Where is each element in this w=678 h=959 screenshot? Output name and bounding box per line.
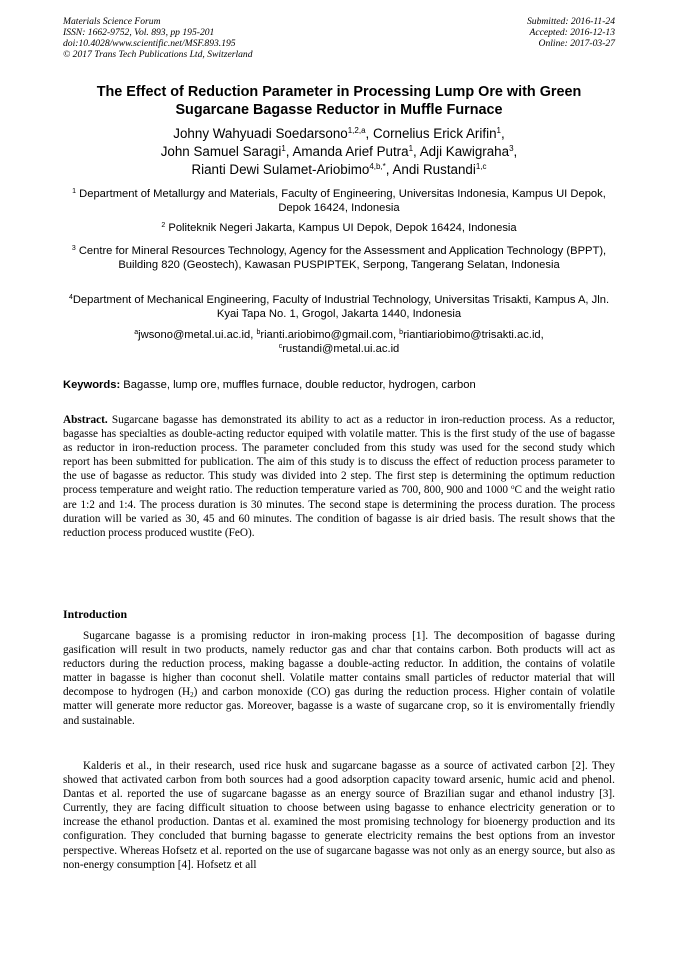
author-separator: , — [385, 162, 393, 178]
email-link[interactable]: rianti.ariobimo@gmail.com — [260, 329, 393, 341]
author-separator: , — [365, 126, 373, 141]
author-affiliation-mark: 1,c — [475, 162, 487, 172]
email-mark: a — [134, 329, 139, 336]
keywords-line — [63, 378, 615, 392]
email-mark: b — [256, 329, 261, 336]
author-name: Andi Rustandi — [392, 162, 476, 178]
email-link[interactable]: riantiariobimo@trisakti.ac.id — [403, 329, 541, 341]
affiliation-1 — [63, 187, 615, 216]
affiliation-number: 1 — [72, 188, 77, 195]
submitted-date: Submitted: 2016-11-24 — [526, 16, 615, 27]
copyright-line: © 2017 Trans Tech Publications Ltd, Switzerland — [63, 49, 253, 60]
affiliation-number: 2 — [161, 222, 166, 229]
email-list: $^a$jwsono@metal.ui.ac.id, $^b$rianti.ariobimo@gmail.com, $^b$riantiariobimo@trisakti.ac.id, $^c$rustandi@metal.ui.ac.id — [134, 329, 544, 356]
journal-info — [63, 16, 253, 60]
accepted-date: Accepted: 2016-12-13 — [529, 27, 615, 38]
author-name: Johny Wahyuadi Soedarsono — [173, 126, 348, 141]
author-affiliation-mark: 4,b,* — [369, 162, 386, 172]
email-mark: c — [278, 343, 283, 351]
author-separator: , — [285, 144, 293, 160]
affiliation-text: Centre for Mineral Resources Technology, Agency for the Assessment and Application Technology (BPPT), Building 820 (Geostech), Kawasan PUSPIPTEK, Serpong, Tangerang Selatan, Indonesia — [75, 245, 607, 272]
degree-mark: o — [510, 483, 515, 492]
paragraph-text: Sugarcane bagasse is a promising reductor in iron-making process [1]. The decomposition of bagasse during gasification will result in two products, namely reductor gas and char that contains carbon. Both products will act as reductors during the reduction process, making bagasse a double-acting reductor. In addition, the contains of volatile matter in bagasse is higher than coconut shell. Volatile matter contains small particles of reductor material that will decompose to hydrogen (H — [63, 630, 615, 699]
subscript: 2 — [190, 691, 194, 700]
author-separator: , — [500, 126, 505, 141]
email-link[interactable]: rustandi@metal.ui.ac.id — [282, 343, 400, 356]
author-name: John Samuel Saragi — [160, 144, 282, 160]
email-mark: b — [399, 329, 404, 336]
abstract-label: Abstract. — [63, 414, 108, 426]
affiliation-text: Department of Mechanical Engineering, Faculty of Industrial Technology, Universitas Trisakti, Kampus A, Jln. Kyai Tapa No. 1, Grogol, Jakarta 1440, Indonesia — [72, 294, 610, 321]
author-name: Rianti Dewi Sulamet-Ariobimo — [191, 162, 370, 178]
affiliation-number: 4 — [68, 294, 73, 301]
affiliation-text: Politeknik Negeri Jakarta, Kampus UI Depok, Depok 16424, Indonesia — [165, 222, 517, 234]
affiliation-2 — [63, 221, 615, 235]
author-name: Cornelius Erick Arifin — [372, 126, 497, 141]
paragraph-text: Kalderis et al., in their research, used rice husk and sugarcane bagasse as a source of activated carbon [2]. They showed that activated carbon from both sources had a good adsorption capacity toward arsenic, humic acid and phenol. Dantas et al. reported the use of sugarcane bagasse as an energy source of Brazilian sugar and ethanol industry [3]. Currently, they are facing difficult situation to choose between using bagasse to enhance electricity generation or to increase the ethanol production. Dantas et al. examined the most promising technology for bioenergy production and its configuration. They concluded that burning bagasse to generate electricity remains the best options from an investor perspective. Whereas Hofsetz et al. reported on the use of sugarcane bagasse was not only as an energy source, but also as non-energy consumption [4]. Hofsetz et all — [63, 760, 615, 871]
abstract — [63, 413, 615, 540]
body-paragraph — [63, 759, 615, 872]
doi-line[interactable]: doi:10.4028/www.scientific.net/MSF.893.195 — [63, 38, 236, 49]
author-name: Adji Kawigraha — [419, 144, 510, 160]
online-date: Online: 2017-03-27 — [538, 38, 615, 49]
issn-line: ISSN: 1662-9752, Vol. 893, pp 195-201 — [63, 27, 215, 38]
author-separator: , — [413, 144, 420, 160]
author-affiliation-mark: 1,2,a — [347, 126, 366, 135]
body-paragraph — [63, 629, 615, 728]
affiliation-text: Department of Metallurgy and Materials, Faculty of Engineering, Universitas Indonesia, Kampus UI Depok, Depok 16424, Indonesia — [76, 188, 606, 215]
author-affiliation-mark: 3 — [509, 144, 514, 154]
affiliation-4 — [63, 293, 615, 322]
author-affiliation-mark: 1 — [496, 126, 501, 135]
dates-info — [527, 16, 615, 49]
journal-name: Materials Science Forum — [63, 16, 161, 27]
section-heading: Introduction — [63, 607, 128, 621]
affiliation-3 — [63, 244, 615, 273]
abstract-text: Sugarcane bagasse has demonstrated its ability to act as a reductor in iron-reduction process. As a reductor, bagasse has specialties as double-acting reductor equiped with volatile matter. This is the first study of the use of bagasse as reductor in iron-reduction process. The parameter concluded from this study was used for the second study which report has been submitted for publication. The aim of this study is to discuss the effect of reduction process parameter to the use of bagasse as reductor. This study was divided into 2 step. The first step is determining the optimum reduction process temperature and weight ratio. The reduction temperature varied as 700, 800, 900 and 1000 — [63, 414, 615, 497]
email-link[interactable]: jwsono@metal.ui.ac.id — [138, 329, 251, 341]
author-affiliation-mark: 1 — [408, 144, 414, 154]
paragraph-text: ) and carbon monoxide (CO) gas during the reduction process. Higher contain of volatile matter will generate more reductor gas. Moreover, bagasse is a waste of sugarcane crop, so it is enviromentally friendly and sustainable. — [63, 686, 615, 727]
affiliation-number: 3 — [71, 245, 76, 252]
abstract-text-continued: C and the weight ratio are 1:2 and 1:4. The process duration is 30 minutes. The second stape is determining the process duration. The process duration will be varied as 30, 45 and 60 minutes. The condition of bagasse is air dried basis. The result shows that the reduction process produced wustite (FeO). — [63, 484, 615, 539]
author-affiliation-mark: 1 — [281, 144, 286, 154]
paper-title: The Effect of Reduction Parameter in Processing Lump Ore with Green Sugarcane Bagasse Reductor in Muffle Furnace — [96, 84, 582, 118]
keywords-label: Keywords: — [63, 379, 121, 391]
author-list — [63, 125, 615, 180]
keywords-text: Bagasse, lump ore, muffles furnace, double reductor, hydrogen, carbon — [120, 379, 476, 391]
author-separator: , — [513, 144, 518, 160]
author-name: Amanda Arief Putra — [292, 144, 409, 160]
